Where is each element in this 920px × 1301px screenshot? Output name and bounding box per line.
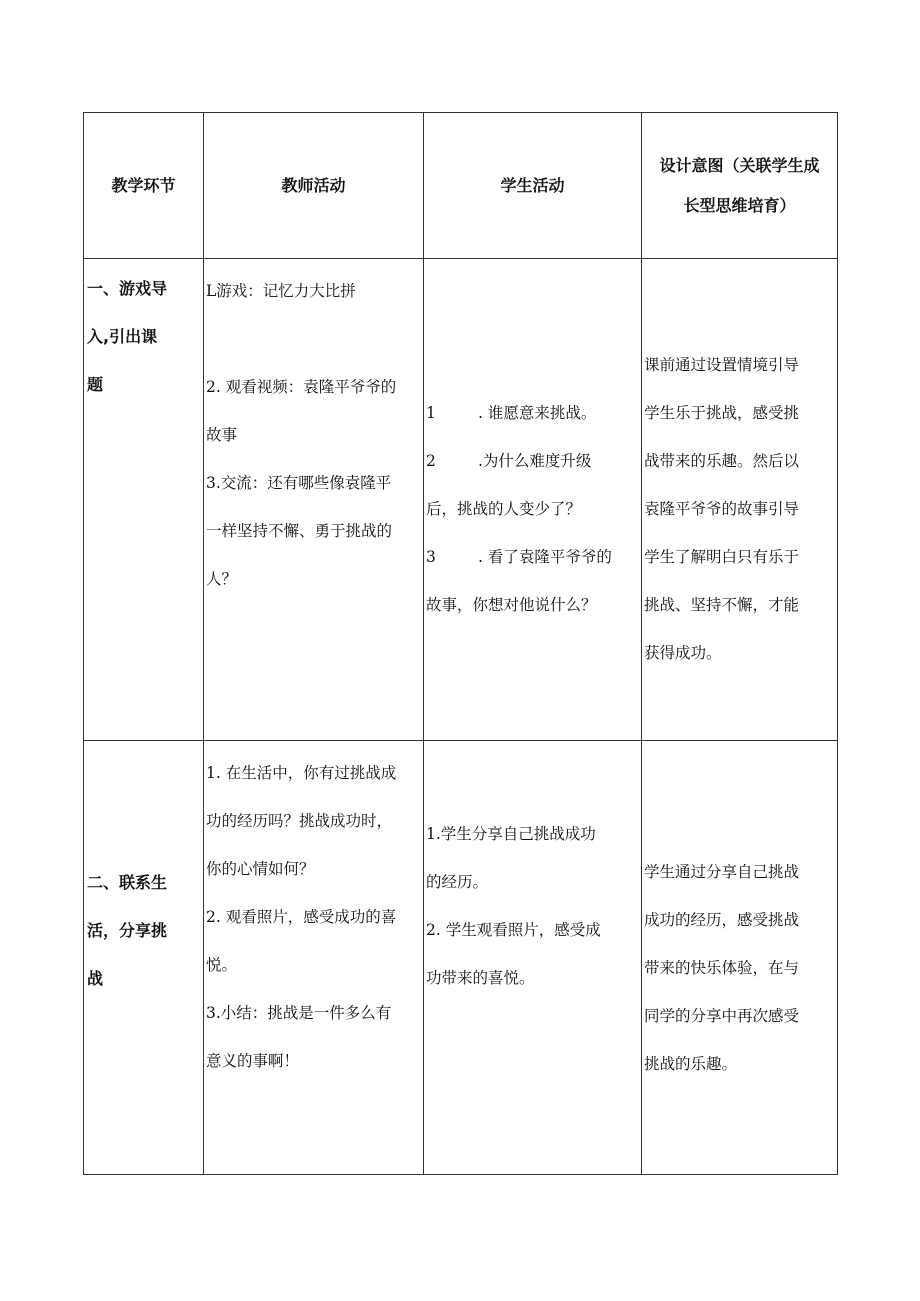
design-line: 同学的分享中再次感受 [644, 1007, 800, 1025]
student-activity-cell [424, 741, 642, 1175]
design-line: 挑战的乐趣。 [644, 1055, 738, 1073]
design-line: 战带来的乐趣。然后以 [644, 452, 800, 470]
header-design-intent [642, 113, 838, 259]
teacher-line: 一样坚持不懈、勇于挑战的 [206, 522, 393, 540]
teacher-activity-cell [204, 259, 424, 741]
design-intent-cell [642, 259, 838, 741]
section-line: 入,引出课 [87, 327, 158, 346]
design-line: 学生乐于挑战，感受挑 [644, 404, 800, 422]
table-row [84, 741, 838, 1175]
teacher-activity-cell [204, 741, 424, 1175]
teacher-line: 意义的事啊！ [206, 1052, 300, 1070]
design-line: 获得成功。 [644, 644, 722, 662]
teacher-line: 你的心情如何？ [206, 860, 315, 878]
table-header-row [84, 113, 838, 259]
teacher-line: 2. 观看视频：袁隆平爷爷的 [206, 378, 397, 396]
student-line: 1.学生分享自己挑战成功 [426, 825, 596, 843]
teacher-line: 功的经历吗？挑战成功时， [206, 812, 393, 830]
student-line: 的经历。 [426, 873, 489, 891]
teacher-line: 3.交流：还有哪些像袁隆平 [206, 474, 392, 492]
student-activity-cell [424, 259, 642, 741]
design-line: 学生了解明白只有乐于 [644, 548, 800, 566]
teacher-line: L游戏：记忆力大比拼 [206, 282, 356, 300]
header-design-intent-line2: 长型思维培育） [683, 195, 796, 215]
section-line: 一、游戏导 [87, 279, 168, 298]
item-text: .为什么难度升级 [478, 452, 592, 470]
item-text: . 谁愿意来挑战。 [478, 404, 597, 422]
student-line: 后，挑战的人变少了？ [426, 500, 582, 518]
student-line: 故事，你想对他说什么？ [426, 596, 597, 614]
student-item [426, 533, 639, 581]
teacher-line: 人？ [206, 570, 238, 588]
section-cell [84, 259, 204, 741]
student-line: 2. 学生观看照片，感受成 [426, 921, 601, 939]
section-line: 题 [87, 375, 104, 394]
teacher-line: 2. 观看照片，感受成功的喜 [206, 908, 397, 926]
design-intent-cell [642, 741, 838, 1175]
blank-line [206, 315, 421, 363]
teacher-line: 故事 [206, 426, 238, 444]
item-number: 1 [426, 404, 436, 422]
lesson-plan-table [83, 112, 838, 1175]
design-line: 挑战、坚持不懈，才能 [644, 596, 800, 614]
student-item [426, 389, 639, 437]
table-row [84, 259, 838, 741]
header-teaching-stage: 教学环节 [84, 113, 204, 259]
item-text: . 看了袁隆平爷爷的 [478, 548, 612, 566]
teacher-line: 1. 在生活中，你有过挑战成 [206, 764, 397, 782]
header-design-intent-line1: 设计意图（关联学生成 [659, 155, 820, 175]
item-number: 2 [426, 452, 436, 470]
design-line: 课前通过设置情境引导 [644, 356, 800, 374]
header-student-activity: 学生活动 [424, 113, 642, 259]
header-teacher-activity: 教师活动 [204, 113, 424, 259]
design-line: 带来的快乐体验，在与 [644, 959, 800, 977]
teacher-line: 3.小结：挑战是一件多么有 [206, 1004, 392, 1022]
design-line: 学生通过分享自己挑战 [644, 863, 800, 881]
design-line: 袁隆平爷爷的故事引导 [644, 500, 800, 518]
section-cell [84, 741, 204, 1175]
section-line: 活，分享挑 [87, 921, 168, 940]
design-line: 成功的经历，感受挑战 [644, 911, 800, 929]
student-line: 功带来的喜悦。 [426, 969, 535, 987]
student-item [426, 437, 639, 485]
teacher-line: 悦。 [206, 956, 238, 974]
item-number: 3 [426, 548, 436, 566]
section-line: 二、联系生 [87, 873, 168, 892]
section-line: 战 [87, 969, 104, 988]
